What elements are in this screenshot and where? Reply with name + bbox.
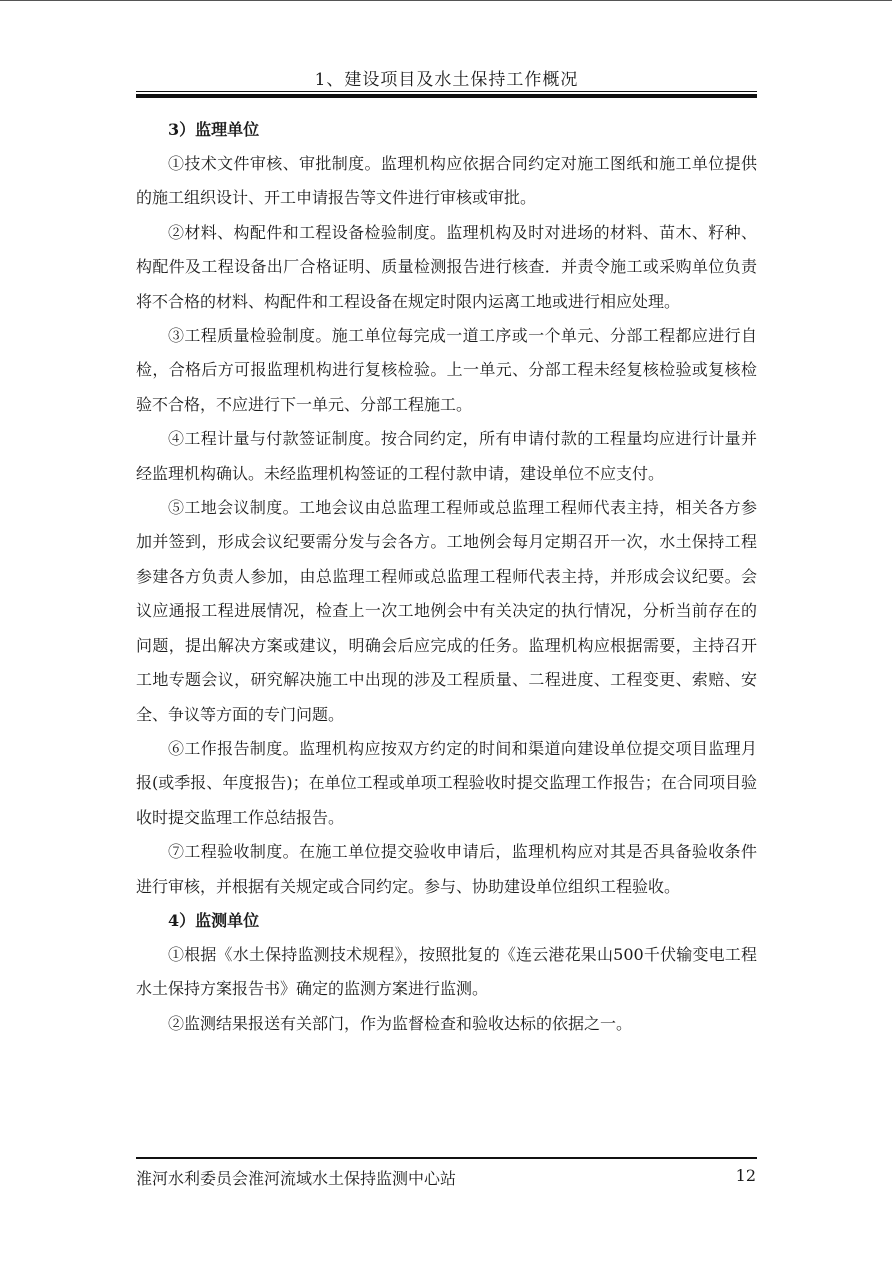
page-number: 12 xyxy=(735,1166,756,1185)
footer-rule xyxy=(136,1157,757,1159)
paragraph: ②材料、构配件和工程设备检验制度。监理机构及时对进场的材料、苗木、籽种、构配件及工程设备出厂合格证明、质量检测报告进行核查．并责令施工或采购单位负责将不合格的材料、构配件和工程设备在规定时限内运离工地或进行相应处理。 xyxy=(136,222,757,311)
paragraph: ①根据《水土保持监测技术规程》，按照批复的《连云港花果山500千伏输变电工程水土保持方案报告书》确定的监测方案进行监测。 xyxy=(136,944,757,999)
header-rule-thick xyxy=(136,94,757,98)
paragraph: ①技术文件审核、审批制度。监理机构应依据合同约定对施工图纸和施工单位提供的施工组织设计、开工申请报告等文件进行审核或审批。 xyxy=(136,154,757,208)
paragraph: ⑤工地会议制度。工地会议由总监理工程师或总监理工程师代表主持，相关各方参加并签到，形成会议纪要需分发与会各方。工地例会每月定期召开一次，水土保持工程参建各方负责人参加，由总监理工程师或总监理工程师代表主持，并形成会议纪要。会议应通报工程进展情况，检查上一次工地例会中有关决定的执行情况，分析当前存在的问题，提出解决方案或建议，明确会后应完成的任务。监理机构应根据需要，主持召开工地专题会议，研究解决施工中出现的涉及工程质量、二程进度、工程变更、索赔、安全、争议等方面的专门问题。 xyxy=(136,498,757,724)
footer-organization: 淮河水利委员会淮河流域水土保持监测中心站 xyxy=(136,1169,457,1188)
paragraph: ⑦工程验收制度。在施工单位提交验收申请后，监理机构应对其是否具备验收条件进行审核，并根据有关规定或合同约定。参与、协助建设单位组织工程验收。 xyxy=(136,842,757,896)
paragraph: ③工程质量检验制度。施工单位每完成一道工序或一个单元、分部工程都应进行自检，合格后方可报监理机构进行复核检验。上一单元、分部工程未经复核检验或复核检验不合格，不应进行下一单元、分部工程施工。 xyxy=(136,326,757,414)
paragraph: ②监测结果报送有关部门，作为监督检查和验收达标的依据之一。 xyxy=(168,1013,633,1033)
section-heading: 4）监测单位 xyxy=(168,910,260,930)
section-heading: 3）监理单位 xyxy=(168,120,260,139)
document-body xyxy=(136,113,757,1041)
section-monitoring xyxy=(136,904,757,1041)
header-rule-thin xyxy=(136,91,757,92)
paragraph: ⑥工作报告制度。监理机构应按双方约定的时间和渠道向建设单位提交项目监理月报(或季报、年度报告)；在单位工程或单项工程验收时提交监理工作报告；在合同项目验收时提交监理工作总结报告。 xyxy=(136,738,757,827)
paragraph: ④工程计量与付款签证制度。按合同约定，所有申请付款的工程量均应进行计量并经监理机构确认。未经监理机构签证的工程付款申请，建设单位不应支付。 xyxy=(136,429,757,483)
running-header: 1、建设项目及水土保持工作概况 xyxy=(314,70,579,90)
section-supervision xyxy=(136,113,757,904)
